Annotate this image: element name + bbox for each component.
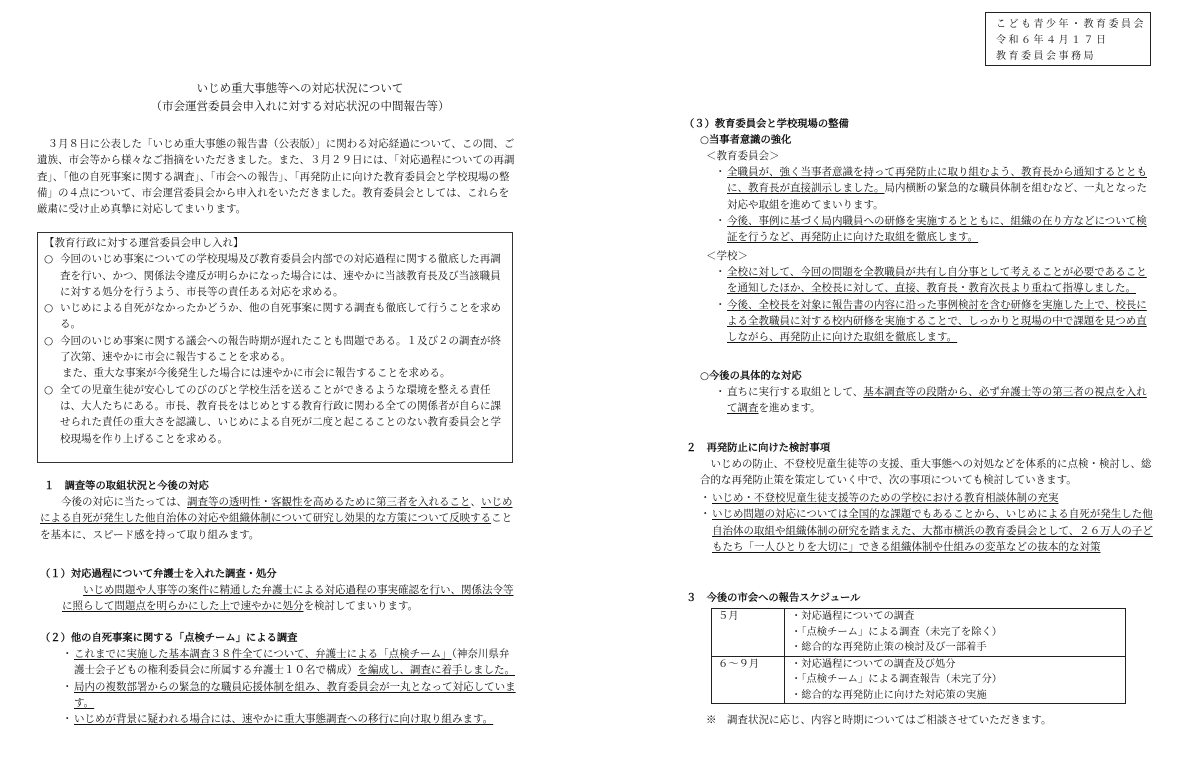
section-1-1-paragraph: いじめ問題や人事等の案件に精通した弁護士による対応過程の事実確認を行い、関係法令等に照らして問題点を明らかにした上で速やかに処分を検討してまいります。 [62,584,514,613]
list-item: ・ 全校に対して、今回の問題を全教職員が共有し自分事として考えることが必要であることを通知したほか、全校長に対して、直接、教育長・教育次長より重ねて指導しました。 [715,266,1147,295]
period-cell: ６～９月 [712,656,785,704]
demand-item [44,251,506,300]
demand-text: 全ての児童生徒が安心してのびのびと学校生活を送ることができるような環境を整える責任は、大人たちにある。市長、教育長をはじめとする教育行政に関わる全ての関係者が自らに課せられた責任の重大さを認識し、いじめによる自死が二度と起こることのない教育委員会と学校現場を作り上げることを求める。 [60,383,501,445]
board-list [715,164,1156,245]
board-label: ＜教育委員会＞ [706,150,780,162]
list-item: ・ いじめ・不登校児童生徒支援等のための学校における教育相談体制の充実 [700,492,1059,504]
section-1-1-heading: （１）対応過程について弁護士を入れた調査・処分 [40,568,277,580]
document-subtitle: （市会運営委員会申入れに対する対応状況の中間報告等） [150,99,450,113]
schedule-item: ・対応過程についての調査 [791,610,915,622]
date-block-line: こども青少年・教育委員会 [996,19,1146,30]
demand-item [44,300,506,333]
list-item: ・ 今後、事例に基づく局内職員への研修を実施するとともに、組織の在り方などについて検証を行うなど、再発防止に向けた取組を徹底します。 [715,214,1147,244]
section-2-heading: ２ 再発防止に向けた検討事項 [686,442,831,454]
demand-item [44,382,506,447]
section-1-2-list [62,646,516,727]
demand-text: 今回のいじめ事案に関する議会への報告時期が遅れたことも問題である。１及び２の調査が終了次第、速やかに市会に報告することを求める。 [60,334,501,364]
future-list [715,384,1156,417]
schedule-item: ・総合的な再発防止に向けた対応策の実施 [791,688,987,701]
list-item: ・ これまでに実施した基本調査３８件全てについて、弁護士による「点検チーム」（神奈川県弁護士会子どもの権利委員会に所属する弁護士１０名で構成）を編成し、調査に着手しました。 [62,648,515,677]
list-item: ・ いじめ問題の対応については全国的な課題でもあることから、いじめによる自死が発生した他自治体の取組や組織体制の研究を踏まえた、大都市横浜の教育委員会として、２６万人の子どもたち「一人ひとりを大切に」できる組織体制や仕組みの変革などの抜本的な対策 [700,508,1153,553]
section-1-3-sub1: ○当事者意識の強化 [700,134,792,146]
list-item: ・ 今後、全校長を対象に報告書の内容に沿った事例検討を含む研修を実施した上で、校長による全教職員に対する校内研修を実施することで、しっかりと現場の中で課題を見つめ直しながら、再発防止に向けた取組を徹底します。 [715,298,1147,344]
school-list [715,264,1156,345]
schedule-item: ・「点検チーム」による調査（未完了を除く） [791,625,1003,638]
section-1-2-heading: （２）他の自死事案に関する「点検チーム」による調査 [40,632,298,644]
schedule-item: ・総合的な再発防止策の検討及び一部着手 [791,641,987,653]
section-2-paragraph: いじめの防止、不登校児童生徒等の支援、重大事態への対処などを体系的に点検・検討し、総合的な再発防止策を策定していく中で、次の事項についても検討していきます。 [700,458,1152,487]
circle-marker: ○ [44,253,54,266]
schedule-note: ※ 調査状況に応じ、内容と時期についてはご相談させていただきます。 [706,714,1052,726]
demand-item [44,333,506,366]
period-cell: ５月 [712,609,785,657]
list-item: ・ 全職員が、強く当事者意識を持って再発防止に取り組むよう、教育長から通知するとともに、教育長が直接訓示しました。局内横断の緊急的な職員体制を組むなど、一丸となった対応や取組を進めてまいります。 [715,166,1147,211]
date-block-line: 教育委員会事務局 [996,51,1096,62]
circle-marker: ○ [44,383,54,396]
list-item: ・ 直ちに実行する取組として、基本調査等の段階から、必ず弁護士等の第三者の視点を入れて調査を進めます。 [715,386,1147,415]
items-cell [785,656,1126,704]
date-block [985,12,1151,66]
table-row [712,609,1126,657]
table-row [712,656,1126,704]
schedule-table [711,608,1126,704]
demands-heading: 【教育行政に対する運営委員会申し入れ】 [44,237,244,249]
list-item: ・ 局内の複数部署からの緊急的な職員応援体制を組み、教育委員会が一丸となって対応しています。 [62,680,516,709]
section-1-heading: １ 調査等の取組状況と今後の対応 [44,480,209,492]
items-cell [785,609,1126,657]
date-block-line: 令和６年４月１７日 [996,35,1109,46]
demand-text: いじめによる自死がなかったかどうか、他の自死事案に関する調査も徹底して行うことを求める。 [60,302,501,331]
circle-marker: ○ [44,334,54,347]
demand-extra: また、重大な事案が今後発生した場合には速やかに市会に報告することを求める。 [62,367,451,380]
schedule-item: ・対応過程についての調査及び処分 [791,657,956,670]
circle-marker: ○ [44,302,54,315]
school-label: ＜学校＞ [706,250,748,262]
demands-box [37,232,513,463]
section-2-list [700,490,1158,555]
section-1-3-sub2: ○今後の具体的な対応 [700,370,802,382]
section-1-3-heading: （３）教育委員会と学校現場の整備 [684,118,849,130]
list-item: ・ いじめが背景に疑われる場合には、速やかに重大事態調査への移行に向け取り組みます。 [62,713,494,726]
intro-paragraph: ３月８日に公表した「いじめ重大事態の報告書（公表版）」に関わる対応経過について、この間、ご遺族、市会等から様々なご指摘をいただきました。また、３月２９日には、「対応過程についての再調査」、「他の自死事案に関する調査」、「市会への報告」、「再発防止に向けた教育委員会と学校現場の整備」の４点について、市会運営委員会から申入れをいただきました。教育委員会としては、これらを厳粛に受け止め真摯に対応してまいります。 [37,138,515,216]
section-3-heading: ３ 今後の市会への報告スケジュール [686,592,861,604]
demand-text: 今回のいじめ事案についての学校現場及び教育委員会内部での対応過程に関する徹底した再調査を行い、かつ、関係法令違反が明らかになった場合には、速やかに当該教育長及び当該職員に対する処分を行うよう、市長等の責任ある対応を求める。 [60,253,501,298]
section-1-paragraph: 今後の対応に当たっては、調査等の透明性・客観性を高めるために第三者を入れること、いじめによる自死が発生した他自治体の対応や組織体制について研究し効果的な方策について反映することを基本に、スピード感を持って取り組みます。 [40,496,513,541]
document-title: いじめ重大事態等への対応状況について [196,81,404,95]
schedule-item: ・「点検チーム」による調査報告（未完了分） [791,673,1003,685]
